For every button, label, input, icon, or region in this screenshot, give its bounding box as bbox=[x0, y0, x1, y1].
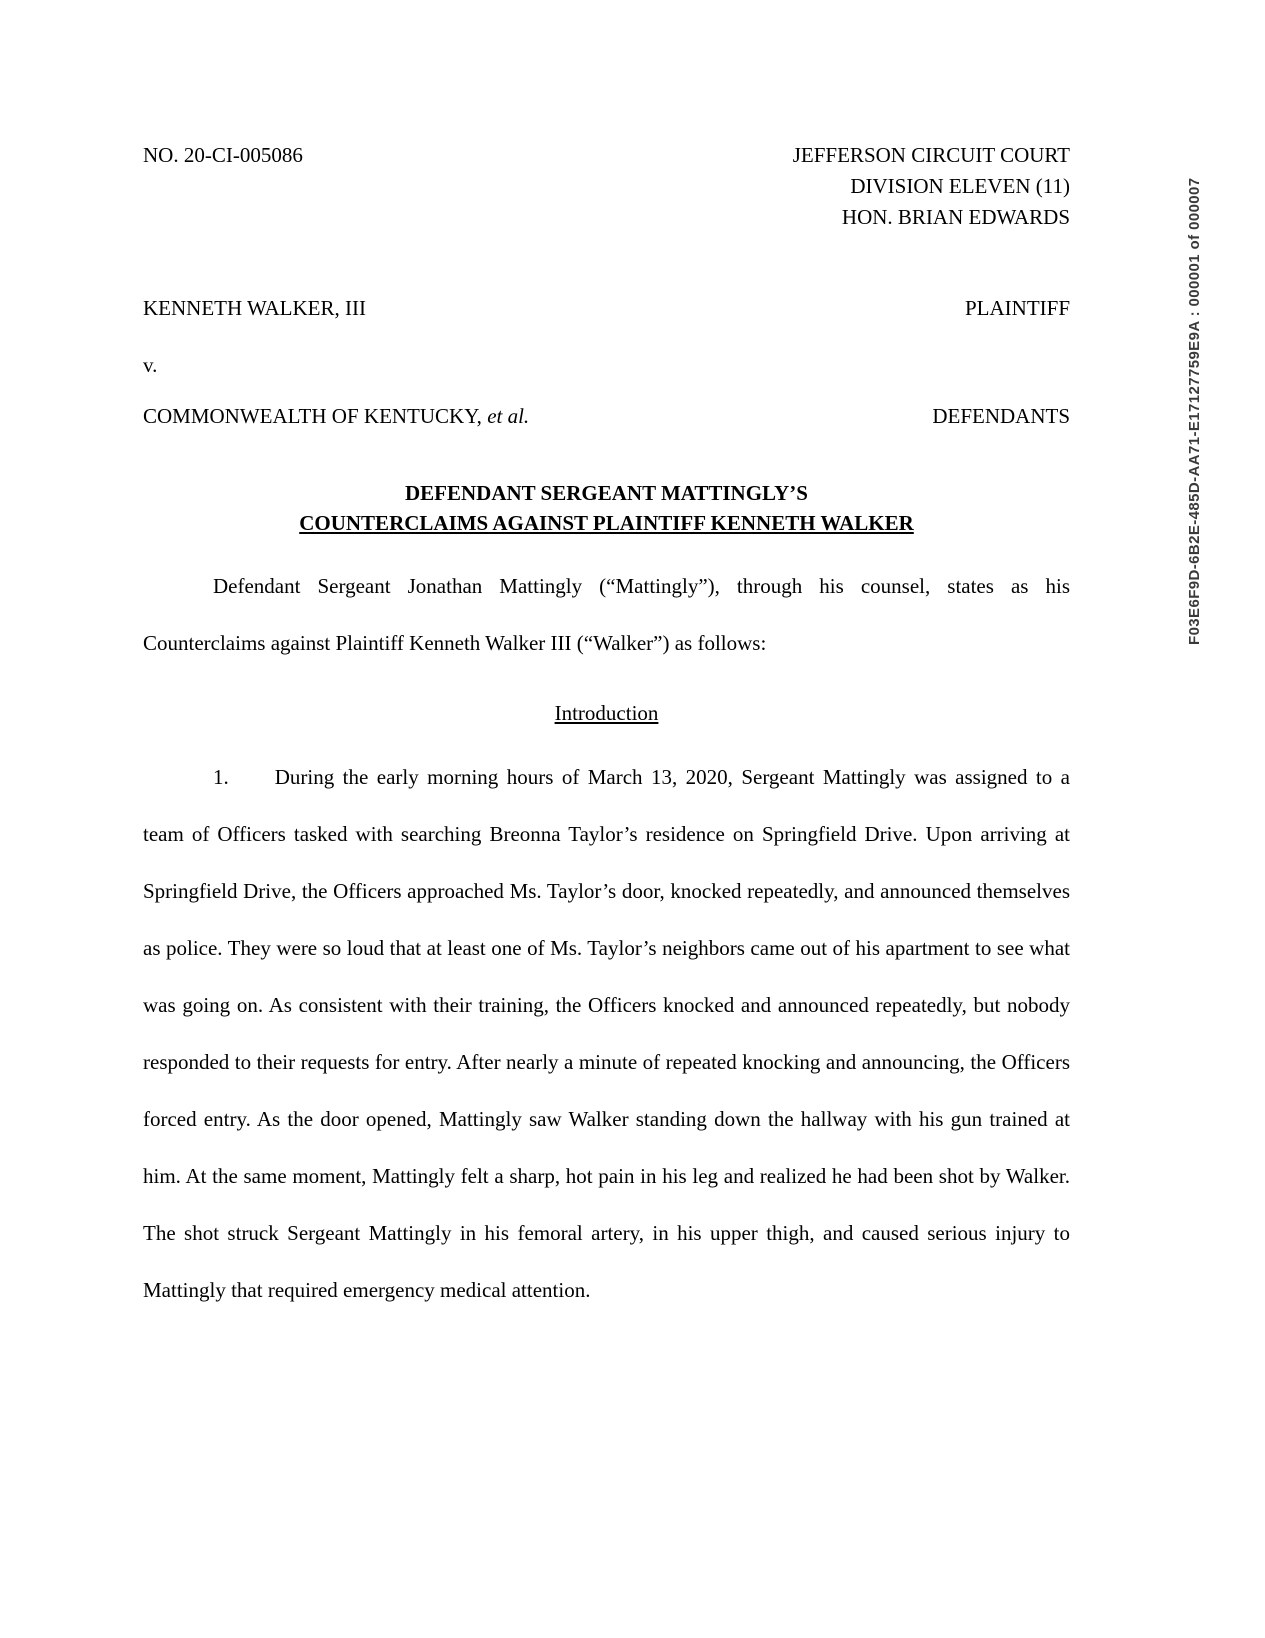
paragraph-1-number: 1. bbox=[213, 765, 229, 789]
defendant-name bbox=[143, 401, 529, 432]
plaintiff-name: KENNETH WALKER, III bbox=[143, 296, 366, 320]
section-heading-text: Introduction bbox=[554, 701, 659, 725]
court-name: JEFFERSON CIRCUIT COURT bbox=[792, 143, 1070, 167]
document-title-line2: COUNTERCLAIMS AGAINST PLAINTIFF KENNETH WALKER bbox=[299, 511, 914, 535]
document-title-line1: DEFENDANT SERGEANT MATTINGLY’S bbox=[405, 481, 808, 505]
plaintiff-label: PLAINTIFF bbox=[964, 296, 1070, 320]
case-number: NO. 20-CI-005086 bbox=[143, 143, 303, 167]
plaintiff-row bbox=[143, 293, 1070, 324]
document-title bbox=[143, 478, 1070, 538]
defendant-etal: et al. bbox=[487, 404, 530, 428]
court-division: DIVISION ELEVEN (11) bbox=[850, 174, 1070, 198]
paragraph-1-text: During the early morning hours of March 13, 2020, Sergeant Mattingly was assigned to a team of Officers tasked with searching Breonna Taylor’s residence on Springfield Drive. Upon arriving at Springfield Drive, the Officers approached Ms. Taylor’s door, knocked repeatedly, and announced themselves as police. They were so loud that at least one of Ms. Taylor’s neighbors came out of his apartment to see what was going on. As consistent with their training, the Officers knocked and announced repeatedly, but nobody responded to their requests for entry. After nearly a minute of repeated knocking and announcing, the Officers forced entry. As the door opened, Mattingly saw Walker standing down the hallway with his gun trained at him. At the same moment, Mattingly felt a sharp, hot pain in his leg and realized he had been shot by Walker. The shot struck Sergeant Mattingly in his femoral artery, in his upper thigh, and caused serious injury to Mattingly that required emergency medical attention. bbox=[143, 765, 1070, 1302]
defendants-label: DEFENDANTS bbox=[932, 404, 1070, 428]
document-page bbox=[143, 140, 1070, 1319]
court-block bbox=[793, 140, 1070, 233]
versus-marker: v. bbox=[143, 353, 158, 377]
defendant-name-text: COMMONWEALTH OF KENTUCKY, bbox=[143, 404, 488, 428]
paragraph-1 bbox=[143, 749, 1070, 1319]
judge-name: HON. BRIAN EDWARDS bbox=[841, 205, 1070, 229]
opening-paragraph: Defendant Sergeant Jonathan Mattingly (“Mattingly”), through his counsel, states as his Counterclaims against Plaintiff Kenneth Walker III (“Walker”) as follows: bbox=[143, 574, 1070, 655]
section-heading-introduction bbox=[143, 698, 1070, 729]
defendant-row bbox=[143, 401, 1070, 432]
caption-header bbox=[143, 140, 1070, 233]
efiling-stamp: F03E6F9D-6B2E-485D-AA71-E17127759E9A : 000001 of 000007 bbox=[1186, 177, 1203, 645]
